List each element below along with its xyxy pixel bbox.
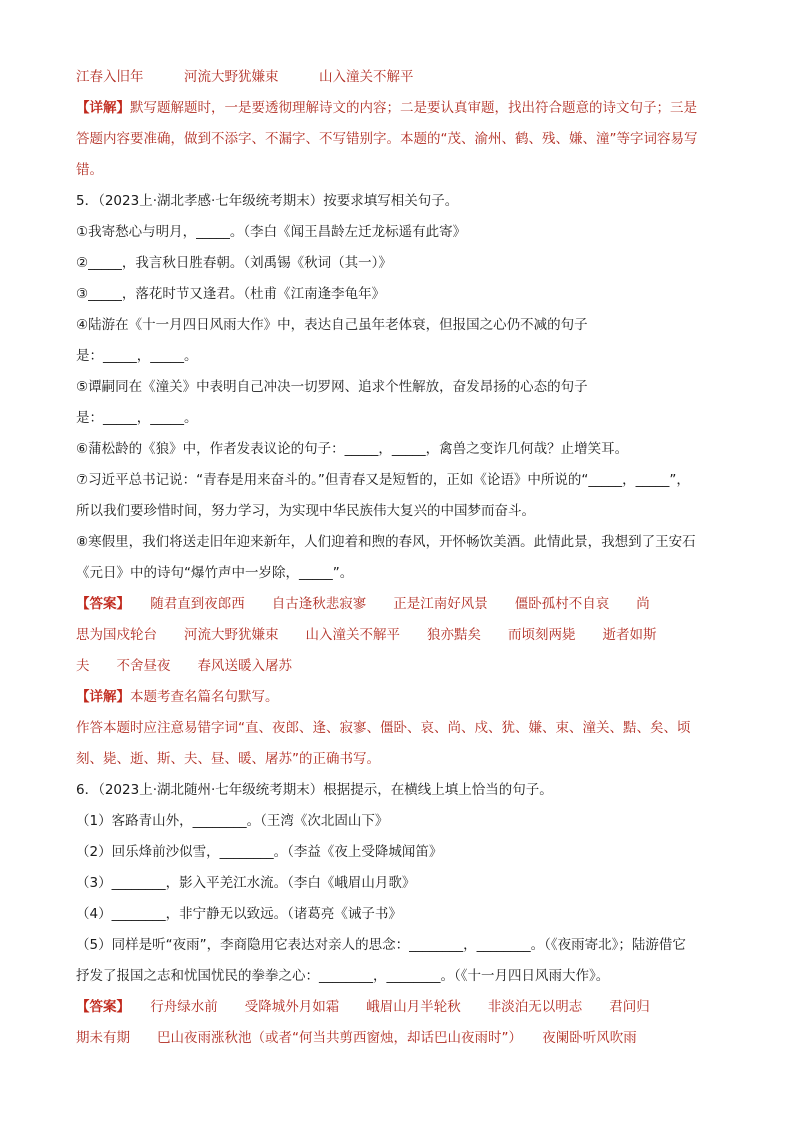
text-line — [76, 775, 720, 806]
question-text: 《元日》中的诗句“爆竹声中一岁除，_____”。 — [76, 565, 354, 581]
text-line — [76, 868, 720, 899]
question-text: （3）________，影入平羌江水流。（李白《峨眉山月歌》 — [76, 875, 416, 891]
text-line — [76, 217, 720, 248]
text-line — [76, 310, 720, 341]
section-tag: 【答案】 — [76, 999, 124, 1015]
question-text: 抒发了报国之志和忧国忧民的拳拳之心：________，________。（《十一月四日风雨大作》。 — [76, 968, 610, 984]
answer-text: 错。 — [76, 162, 103, 178]
question-text: ②_____，我言秋日胜春朝。（刘禹锡《秋词（其一）》 — [76, 255, 392, 271]
question-text: ⑤谭嗣同在《潼关》中表明自己冲决一切罗网、追求个性解放，奋发昂扬的心态的句子 — [76, 379, 588, 395]
question-text: （2）回乐烽前沙似雪，________。（李益《夜上受降城闻笛》 — [76, 844, 443, 860]
question-text: 所以我们要珍惜时间，努力学习，为实现中华民族伟大复兴的中国梦而奋斗。 — [76, 503, 535, 519]
tag-content: 本题考查名篇名句默写。 — [130, 689, 279, 705]
section-tag: 【详解】 — [76, 689, 130, 705]
question-text: ③_____，落花时节又逢君。（杜甫《江南逢李龟年》 — [76, 286, 386, 302]
text-line — [76, 713, 720, 744]
text-line — [76, 992, 720, 1023]
answer-text: 江春入旧年 河流大野犹嫌束 山入潼关不解平 — [76, 69, 414, 85]
section-tag: 【详解】 — [76, 100, 130, 116]
question-text: ⑥蒲松龄的《狼》中，作者发表议论的句子：_____，_____，禽兽之变诈几何哉？止增笑耳。 — [76, 441, 629, 457]
question-text: （4）________，非宁静无以致远。（诸葛亮《诫子书》 — [76, 906, 402, 922]
text-line — [76, 186, 720, 217]
tag-content: 行舟绿水前 受降城外月如霜 峨眉山月半轮秋 非淡泊无以明志 君问归 — [123, 999, 650, 1015]
section-tag: 【答案】 — [76, 596, 124, 612]
answer-text: 期未有期 巴山夜雨涨秋池（或者“何当共剪西窗烛，却话巴山夜雨时”） 夜阑卧听风吹雨 — [76, 1030, 637, 1046]
question-text: （1）客路青山外，________。（王湾《次北固山下》 — [76, 813, 389, 829]
question-text: ④陆游在《十一月四日风雨大作》中，表达自己虽年老体衰，但报国之心仍不减的句子 — [76, 317, 588, 333]
text-line — [76, 248, 720, 279]
text-line — [76, 527, 720, 558]
text-line — [76, 372, 720, 403]
text-line — [76, 124, 720, 155]
question-text: ⑦习近平总书记说：“青春是用来奋斗的。”但青春又是短暂的，正如《论语》中所说的“_____，_____”， — [76, 472, 690, 488]
tag-content: 默写题解题时，一是要透彻理解诗文的内容；二是要认真审题，找出符合题意的诗文句子；三是 — [130, 100, 697, 116]
question-text: ⑧寒假里，我们将送走旧年迎来新年，人们迎着和煦的春风，开怀畅饮美酒。此情此景，我想到了王安石 — [76, 534, 696, 550]
text-line — [76, 961, 720, 992]
answer-text: 作答本题时应注意易错字词“直、夜郎、逢、寂寥、僵卧、哀、尚、戍、犹、嫌、束、潼关、黠、矣、顷 — [76, 720, 691, 736]
text-line — [76, 837, 720, 868]
text-line — [76, 744, 720, 775]
answer-text: 刻、毙、逝、斯、夫、昼、暖、屠苏”的正确书写。 — [76, 751, 380, 767]
answer-text: 夫 不舍昼夜 春风送暖入屠苏 — [76, 658, 292, 674]
question-text: 6．（2023上·湖北随州·七年级统考期末）根据提示，在横线上填上恰当的句子。 — [76, 782, 553, 798]
text-line — [76, 930, 720, 961]
text-line — [76, 155, 720, 186]
text-line — [76, 651, 720, 682]
text-line — [76, 682, 720, 713]
text-line — [76, 620, 720, 651]
text-line — [76, 279, 720, 310]
text-line — [76, 341, 720, 372]
text-line — [76, 589, 720, 620]
question-text: ①我寄愁心与明月，_____。（李白《闻王昌龄左迁龙标遥有此寄》 — [76, 224, 467, 240]
text-line — [76, 496, 720, 527]
text-line — [76, 899, 720, 930]
text-line — [76, 434, 720, 465]
text-line — [76, 465, 720, 496]
text-line — [76, 403, 720, 434]
question-text: （5）同样是听“夜雨”，李商隐用它表达对亲人的思念：________，________。（《夜雨寄北》；陆游借它 — [76, 937, 686, 953]
tag-content: 随君直到夜郎西 自古逢秋悲寂寥 正是江南好风景 僵卧孤村不自哀 尚 — [123, 596, 650, 612]
answer-text: 思为国戍轮台 河流大野犹嫌束 山入潼关不解平 狼亦黠矣 而顷刻两毙 逝者如斯 — [76, 627, 657, 643]
text-line — [76, 558, 720, 589]
answer-text: 答题内容要准确，做到不添字、不漏字、不写错别字。本题的“茂、渝州、鹤、残、嫌、潼”等字词容易写 — [76, 131, 698, 147]
text-line — [76, 62, 720, 93]
text-line — [76, 806, 720, 837]
text-line — [76, 1023, 720, 1054]
question-text: 是：_____，_____。 — [76, 348, 198, 364]
question-text: 5．（2023上·湖北孝感·七年级统考期末）按要求填写相关句子。 — [76, 193, 459, 209]
text-line — [76, 93, 720, 124]
document-page — [76, 62, 720, 1054]
question-text: 是：_____，_____。 — [76, 410, 198, 426]
